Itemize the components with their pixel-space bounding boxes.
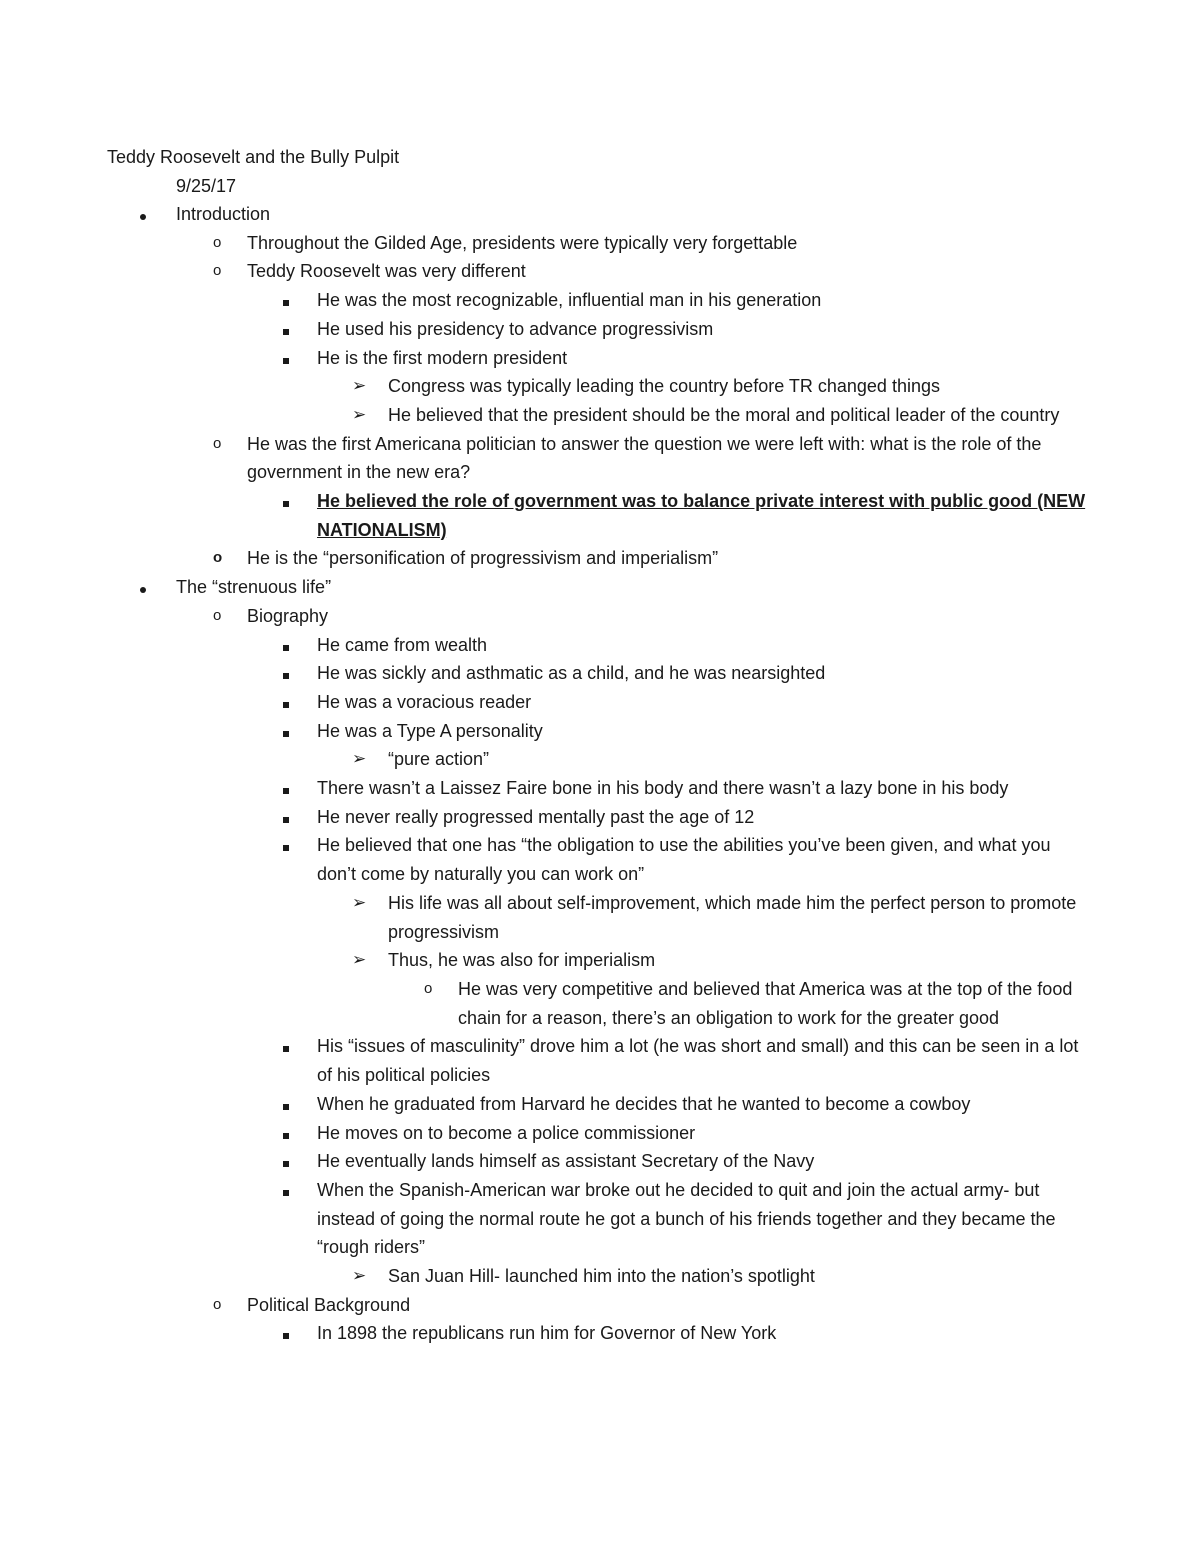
- outline-item-text: He was a voracious reader: [317, 691, 532, 712]
- outline-item: [0, 831, 1200, 888]
- outline-item: [0, 1147, 1200, 1176]
- outline-item-text: Introduction: [176, 204, 271, 224]
- bullet-square-icon: [283, 344, 289, 373]
- outline-item-text: Throughout the Gilded Age, presidents were typically very forgettable: [247, 232, 798, 253]
- bullet-square-icon: [283, 774, 289, 803]
- outline-item: [0, 774, 1200, 803]
- bullet-arrow-icon: ➢: [352, 749, 367, 769]
- outline-item-text: He was the first Americana politician to answer the question we were left with: what is the role of the government in the new era?: [247, 433, 1042, 483]
- bullet-square-icon: [283, 487, 289, 516]
- outline-item-text: His “issues of masculinity” drove him a lot (he was short and small) and this can be seen in a lot of his political policies: [317, 1036, 1079, 1086]
- outline-item-text: When the Spanish-American war broke out he decided to quit and join the actual army- but instead of going the normal route he got a bunch of his friends together and they became the “rough riders”: [317, 1179, 1056, 1258]
- bullet-square-icon: [283, 1147, 289, 1176]
- bullet-square-icon: [283, 803, 289, 832]
- outline-item-text: There wasn’t a Laissez Faire bone in his body and there wasn’t a lazy bone in his body: [317, 778, 1009, 799]
- bullet-arrow-icon: ➢: [352, 950, 367, 970]
- bullet-arrow-icon: ➢: [352, 1266, 367, 1286]
- document-date: 9/25/17: [176, 176, 237, 196]
- notes-outline: [0, 200, 1200, 1348]
- outline-item: [0, 200, 1200, 229]
- outline-item: [0, 257, 1200, 286]
- outline-item-text: He came from wealth: [317, 634, 488, 655]
- outline-item: [0, 487, 1200, 544]
- outline-item-text: He moves on to become a police commissioner: [317, 1122, 696, 1143]
- outline-item: [0, 430, 1200, 487]
- outline-item-text: His life was all about self-improvement, which made him the perfect person to promote progressivism: [388, 892, 1077, 942]
- outline-item: [0, 401, 1200, 430]
- outline-item: [0, 344, 1200, 373]
- document-title: Teddy Roosevelt and the Bully Pulpit: [107, 147, 400, 167]
- bullet-circle-icon: o: [213, 233, 222, 251]
- bullet-square-icon: [283, 1090, 289, 1119]
- outline-item-text: He was a Type A personality: [317, 720, 543, 741]
- outline-item: [0, 315, 1200, 344]
- outline-item-text: San Juan Hill- launched him into the nation’s spotlight: [388, 1266, 815, 1287]
- outline-item: [0, 1319, 1200, 1348]
- outline-item-text: He believed the role of government was to balance private interest with public good (NEW NATIONALISM): [317, 491, 1086, 540]
- outline-item-text: He is the “personification of progressivism and imperialism”: [247, 548, 719, 569]
- outline-item: [0, 602, 1200, 631]
- outline-item-text: He used his presidency to advance progressivism: [317, 318, 714, 339]
- outline-item: [0, 1119, 1200, 1148]
- outline-item-text: He was very competitive and believed that America was at the top of the food chain for a reason, there’s an obligation to work for the greater good: [458, 978, 1073, 1028]
- outline-item: [0, 1032, 1200, 1089]
- outline-item: [0, 688, 1200, 717]
- outline-item: [0, 1262, 1200, 1291]
- outline-item-text: When he graduated from Harvard he decides that he wanted to become a cowboy: [317, 1093, 971, 1114]
- outline-item-text: “pure action”: [388, 749, 490, 770]
- outline-item-text: Teddy Roosevelt was very different: [247, 261, 526, 282]
- bullet-square-icon: [283, 1032, 289, 1061]
- outline-item: [0, 372, 1200, 401]
- outline-item: [0, 659, 1200, 688]
- outline-item-text: Biography: [247, 605, 329, 626]
- outline-item: [0, 946, 1200, 975]
- bullet-circle-icon: o: [213, 549, 223, 567]
- bullet-square-icon: [283, 717, 289, 746]
- outline-item: [0, 803, 1200, 832]
- bullet-circle-icon: o: [213, 262, 222, 280]
- outline-item: [0, 286, 1200, 315]
- bullet-disc-icon: [140, 573, 146, 602]
- outline-item-text: He was the most recognizable, influential man in his generation: [317, 290, 822, 311]
- bullet-square-icon: [283, 659, 289, 688]
- outline-item: [0, 1291, 1200, 1320]
- outline-item-text: Congress was typically leading the country before TR changed things: [388, 376, 940, 397]
- bullet-arrow-icon: ➢: [352, 376, 367, 396]
- outline-item-text: Thus, he was also for imperialism: [388, 950, 656, 971]
- outline-item-text: In 1898 the republicans run him for Governor of New York: [317, 1323, 777, 1344]
- outline-item-text: He was sickly and asthmatic as a child, and he was nearsighted: [317, 663, 826, 684]
- bullet-square-icon: [283, 1319, 289, 1348]
- outline-item: [0, 975, 1200, 1032]
- outline-item-text: Political Background: [247, 1294, 411, 1315]
- bullet-square-icon: [283, 1119, 289, 1148]
- outline-item-text: He never really progressed mentally past the age of 12: [317, 806, 755, 827]
- bullet-square-icon: [283, 631, 289, 660]
- outline-item: [0, 631, 1200, 660]
- bullet-square-icon: [283, 286, 289, 315]
- outline-item-text: He believed that one has “the obligation to use the abilities you’ve been given, and what you don’t come by naturally you can work on”: [317, 835, 1051, 885]
- outline-item-text: He eventually lands himself as assistant Secretary of the Navy: [317, 1151, 815, 1172]
- outline-item-text: He believed that the president should be the moral and political leader of the country: [388, 404, 1060, 425]
- bullet-disc-icon: [140, 200, 146, 229]
- bullet-arrow-icon: ➢: [352, 892, 367, 912]
- bullet-square-icon: [283, 1176, 289, 1205]
- outline-item-text: He is the first modern president: [317, 347, 568, 368]
- outline-item: [0, 573, 1200, 602]
- outline-item: [0, 1090, 1200, 1119]
- bullet-arrow-icon: ➢: [352, 404, 367, 424]
- bullet-square-icon: [283, 315, 289, 344]
- outline-item-text: The “strenuous life”: [176, 577, 332, 598]
- bullet-square-icon: [283, 831, 289, 860]
- bullet-circle-icon: o: [424, 979, 433, 997]
- bullet-circle-icon: o: [213, 606, 222, 624]
- outline-item: [0, 544, 1200, 573]
- outline-item: [0, 1176, 1200, 1262]
- bullet-circle-icon: o: [213, 1295, 222, 1313]
- outline-item: [0, 745, 1200, 774]
- outline-item: [0, 889, 1200, 946]
- outline-item: [0, 717, 1200, 746]
- bullet-square-icon: [283, 688, 289, 717]
- outline-item: [0, 229, 1200, 258]
- bullet-circle-icon: o: [213, 434, 222, 452]
